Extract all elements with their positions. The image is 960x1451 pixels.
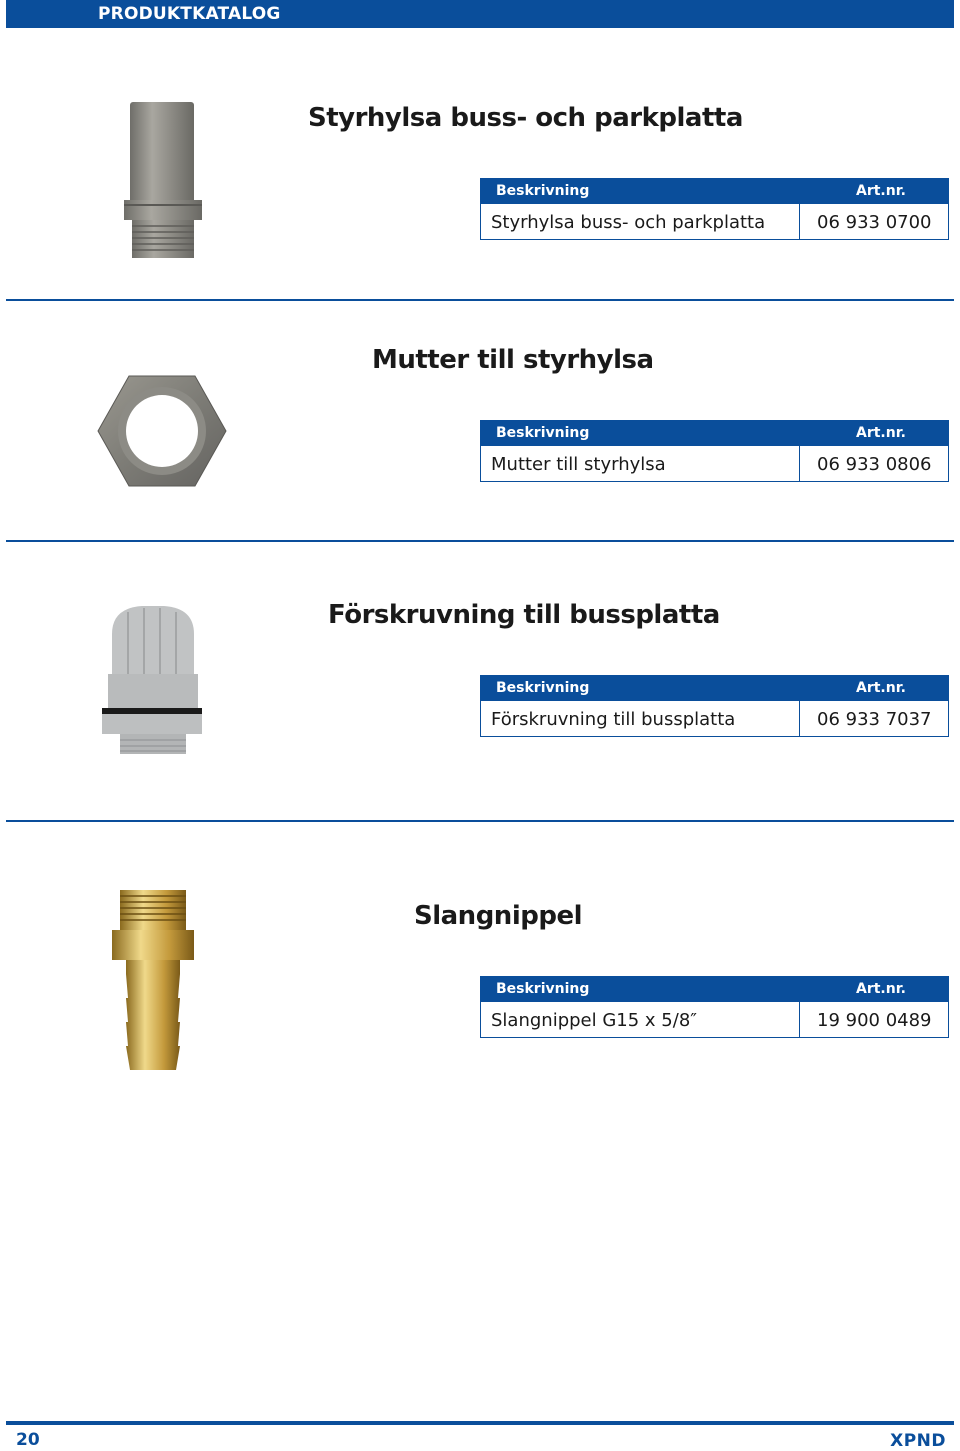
product-description: Styrhylsa buss- och parkplatta: [491, 212, 766, 233]
column-header-art-nr: Art.nr.: [856, 680, 906, 696]
column-header-description: Beskrivning: [496, 425, 590, 441]
product-description: Förskruvning till bussplatta: [491, 709, 736, 730]
product-title: Styrhylsa buss- och parkplatta: [308, 103, 743, 133]
column-header-description: Beskrivning: [496, 183, 590, 199]
product-title: Förskruvning till bussplatta: [328, 600, 720, 630]
hex-nut-icon: [96, 373, 228, 489]
product-title: Slangnippel: [414, 901, 582, 931]
catalog-title: PRODUKTKATALOG: [98, 4, 281, 24]
column-header-art-nr: Art.nr.: [856, 183, 906, 199]
table-header: [480, 420, 949, 446]
section-divider: [6, 820, 954, 822]
product-art-nr: 06 933 0700: [817, 212, 932, 233]
footer-line: [6, 1421, 954, 1425]
table-row: [480, 1002, 949, 1038]
section-divider: [6, 299, 954, 301]
product-table: [480, 675, 949, 739]
table-header: [480, 675, 949, 701]
product-description: Mutter till styrhylsa: [491, 454, 666, 475]
cable-gland-icon: [98, 604, 206, 756]
table-header: [480, 178, 949, 204]
column-header-description: Beskrivning: [496, 981, 590, 997]
table-header: [480, 976, 949, 1002]
product-art-nr: 06 933 0806: [817, 454, 932, 475]
product-table: [480, 420, 949, 484]
table-row: [480, 204, 949, 240]
product-description: Slangnippel G15 x 5/8″: [491, 1010, 697, 1031]
column-header-description: Beskrivning: [496, 680, 590, 696]
header-bar: [6, 0, 954, 28]
product-title: Mutter till styrhylsa: [372, 345, 654, 375]
column-header-art-nr: Art.nr.: [856, 981, 906, 997]
product-table: [480, 178, 949, 242]
hose-nipple-icon: [108, 886, 198, 1074]
table-row: [480, 446, 949, 482]
table-row: [480, 701, 949, 737]
page-number: 20: [16, 1430, 40, 1450]
brand-logo: XPND: [890, 1431, 946, 1451]
column-header-art-nr: Art.nr.: [856, 425, 906, 441]
product-table: [480, 976, 949, 1040]
product-art-nr: 06 933 7037: [817, 709, 932, 730]
product-art-nr: 19 900 0489: [817, 1010, 932, 1031]
guide-sleeve-icon: [118, 98, 208, 264]
section-divider: [6, 540, 954, 542]
